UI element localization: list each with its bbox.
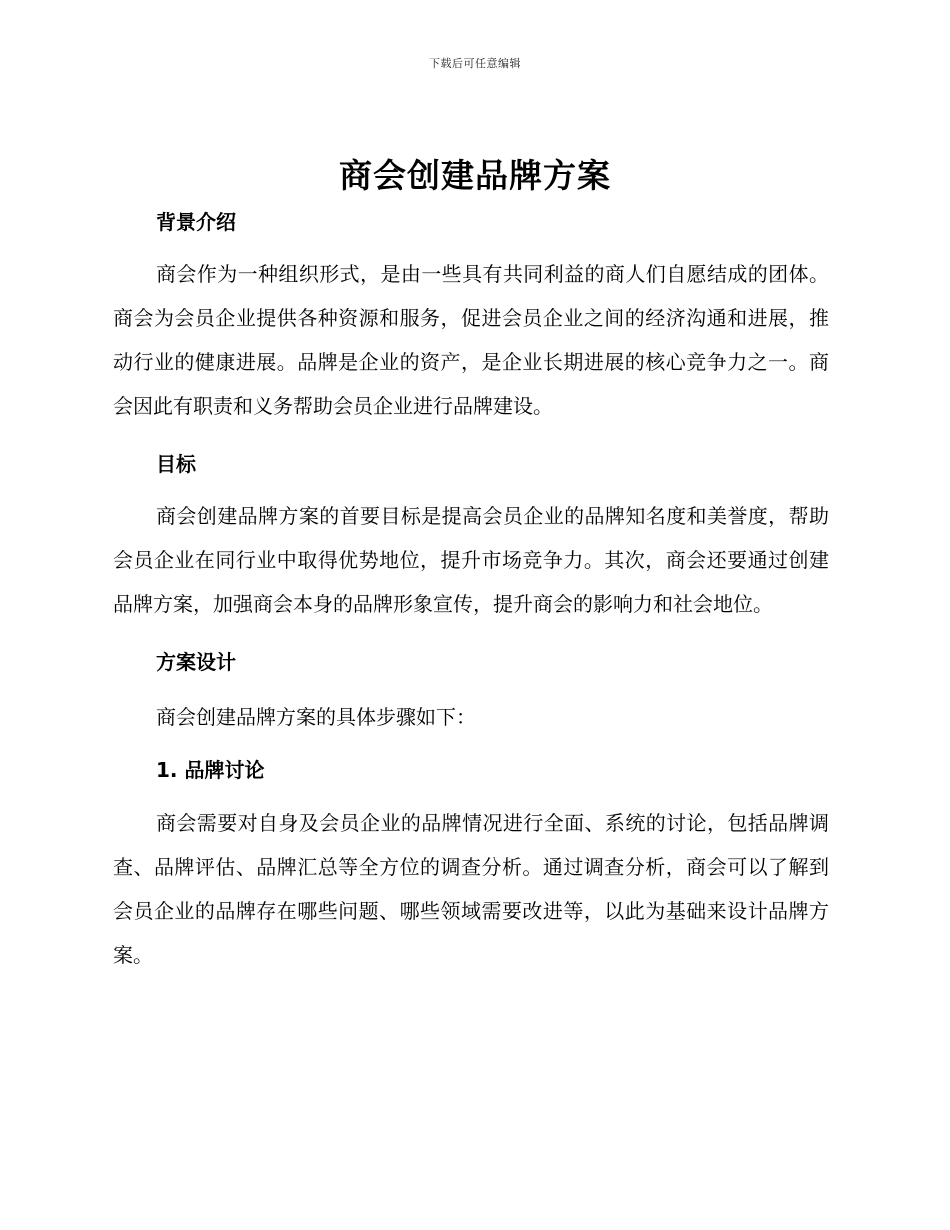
section-heading-goal: 目标: [156, 452, 196, 476]
section-text-goal: 商会创建品牌方案的首要目标是提高会员企业的品牌知名度和美誉度，帮助会员企业在同行业中取得优势地位，提升市场竞争力。其次，商会还要通过创建品牌方案，加强商会本身的品牌形象宣传，提升商会的影响力和社会地位。: [113, 504, 829, 616]
section-text-plan-intro: 商会创建品牌方案的具体步骤如下：: [156, 705, 476, 729]
section-heading-plan: 方案设计: [156, 650, 236, 674]
section-heading-background: 背景介绍: [156, 210, 236, 234]
header-note: 下载后可任意编辑: [429, 57, 521, 70]
document-body: [113, 205, 829, 977]
section-heading-step1: 1. 品牌讨论: [156, 758, 265, 782]
document-title: 商会创建品牌方案: [339, 156, 611, 195]
section-text-step1: 商会需要对自身及会员企业的品牌情况进行全面、系统的讨论，包括品牌调查、品牌评估、品牌汇总等全方位的调查分析。通过调查分析，商会可以了解到会员企业的品牌存在哪些问题、哪些领域需要改进等，以此为基础来设计品牌方案。: [113, 811, 829, 967]
section-text-background: 商会作为一种组织形式，是由一些具有共同利益的商人们自愿结成的团体。商会为会员企业提供各种资源和服务，促进会员企业之间的经济沟通和进展，推动行业的健康进展。品牌是企业的资产，是企业长期进展的核心竞争力之一。商会因此有职责和义务帮助会员企业进行品牌建设。: [113, 262, 829, 418]
